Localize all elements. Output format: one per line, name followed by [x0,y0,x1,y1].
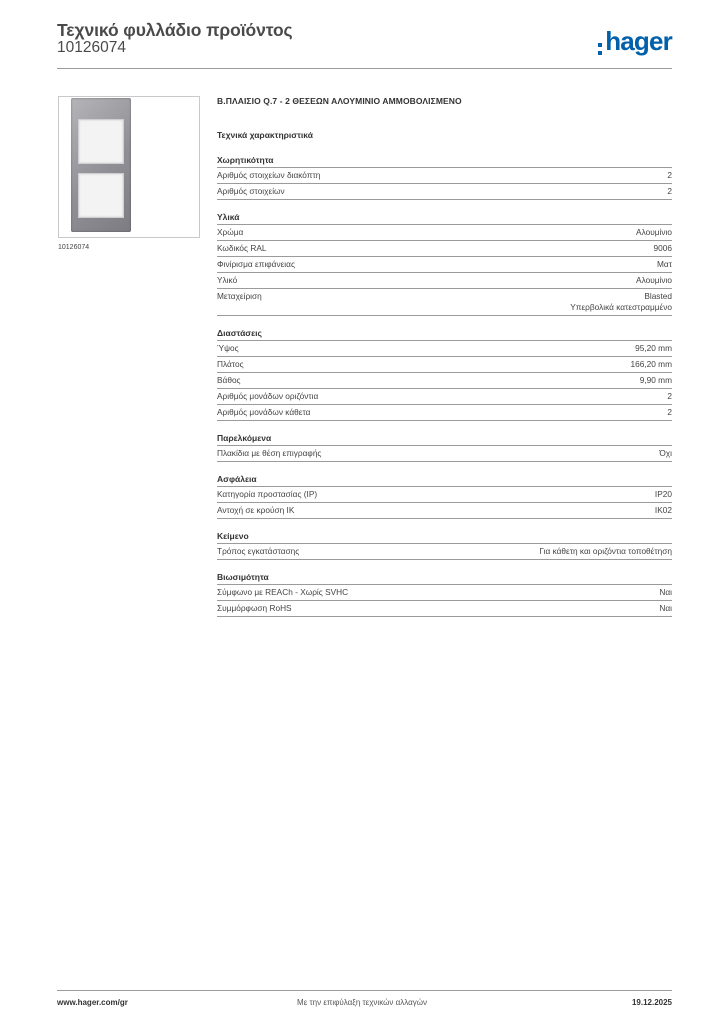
footer-website-link[interactable]: www.hager.com/gr [57,998,128,1007]
section-title: Κείμενο [217,531,672,544]
spec-value-line: Όχι [659,448,672,458]
spec-section [217,474,672,519]
section-title: Παρελκόμενα [217,433,672,446]
product-name: Β.ΠΛΑΙΣΙΟ Q.7 - 2 ΘΕΣΕΩΝ ΑΛΟΥΜΙΝΙΟ ΑΜΜΟΒΟΛΙΣΜΕΝΟ [217,96,462,106]
spec-label: Φινίρισμα επιφάνειας [217,259,295,269]
spec-row [217,257,672,273]
spec-row [217,503,672,519]
spec-section [217,155,672,200]
spec-value-line: Αλουμίνιο [636,227,672,237]
spec-row [217,273,672,289]
spec-label: Αντοχή σε κρούση IK [217,505,295,515]
spec-value-line: Ναι [659,587,672,597]
spec-value-line: IP20 [654,489,672,499]
spec-value-line: Για κάθετη και οριζόντια τοποθέτηση [539,546,672,556]
spec-label: Αριθμός μονάδων οριζόντια [217,391,319,401]
footer-divider [57,990,672,991]
spec-value [667,407,672,418]
spec-row [217,373,672,389]
spec-section [217,212,672,316]
spec-value-line: Υπερβολικά κατεστραμμένο [570,302,672,312]
spec-label: Αριθμός στοιχείων [217,186,285,196]
spec-value-line: Ματ [657,259,672,269]
spec-value [636,275,672,286]
footer-notice: Με την επιφύλαξη τεχνικών αλλαγών [297,998,427,1007]
spec-label: Μεταχείριση [217,291,262,301]
spec-value [655,505,672,516]
spec-label: Πλάτος [217,359,244,369]
footer-date: 19.12.2025 [631,998,672,1007]
spec-row [217,184,672,200]
spec-section [217,433,672,462]
spec-value-line: Αλουμίνιο [636,275,672,285]
spec-section [217,328,672,421]
spec-value [654,243,672,254]
spec-row [217,487,672,503]
spec-row [217,168,672,184]
spec-value-line: 9,90 mm [639,375,672,385]
spec-value [635,343,672,354]
spec-row [217,289,672,316]
section-title: Βιωσιμότητα [217,572,672,585]
spec-sections [217,155,672,617]
spec-row [217,357,672,373]
spec-value [659,587,672,598]
image-caption: 10126074 [58,244,90,251]
section-title: Χωρητικότητα [217,155,672,168]
spec-row [217,544,672,560]
section-title: Υλικά [217,212,672,225]
spec-value-line: 2 [667,186,672,196]
spec-section [217,572,672,617]
logo-text: hager [605,26,672,56]
spec-value [659,448,672,459]
section-title: Ασφάλεια [217,474,672,487]
spec-value-line: 2 [667,407,672,417]
spec-label: Κατηγορία προστασίας (IP) [217,489,318,499]
spec-label: Αριθμός στοιχείων διακόπτη [217,170,321,180]
spec-value-line: 2 [667,391,672,401]
spec-row [217,241,672,257]
spec-value-line: Ναι [659,603,672,613]
tech-specs-heading: Τεχνικά χαρακτηριστικά [217,130,313,140]
product-code: 10126074 [57,39,126,56]
spec-value [667,170,672,181]
spec-label: Συμμόρφωση RoHS [217,603,292,613]
spec-label: Πλακίδια με θέση επιγραφής [217,448,322,458]
logo-colon-icon [598,43,604,55]
spec-value [630,359,672,370]
spec-value [659,603,672,614]
document-title: Τεχνικό φυλλάδιο προϊόντος [57,20,293,40]
spec-row [217,389,672,405]
spec-label: Κωδικός RAL [217,243,267,253]
spec-label: Υλικό [217,275,238,285]
spec-label: Βάθος [217,375,241,385]
spec-label: Ύψος [217,343,239,353]
spec-value [640,375,672,386]
spec-value [667,391,672,402]
spec-value [570,291,672,313]
spec-value-line: 166,20 mm [630,359,672,369]
spec-value-line: Blasted [644,291,672,301]
spec-value [539,546,672,557]
spec-label: Χρώμα [217,227,244,237]
spec-row [217,601,672,617]
spec-section [217,531,672,560]
spec-value-line: 95,20 mm [635,343,672,353]
spec-label: Σύμφωνο με REACh - Χωρίς SVHC [217,587,349,597]
spec-row [217,225,672,241]
header-divider [57,68,672,69]
frame-plate-icon [71,98,131,232]
spec-value-line: 2 [667,170,672,180]
spec-value [667,186,672,197]
spec-value-line: IK02 [654,505,672,515]
frame-opening-bottom [78,173,124,218]
spec-content [217,96,672,629]
spec-row [217,405,672,421]
spec-row [217,446,672,462]
spec-value [636,227,672,238]
hager-logo[interactable] [598,28,672,55]
spec-label: Αριθμός μονάδων κάθετα [217,407,311,417]
spec-value-line: 9006 [653,243,672,253]
spec-row [217,585,672,601]
spec-value [655,489,672,500]
spec-value [657,259,672,270]
frame-opening-top [78,119,124,164]
spec-label: Τρόπος εγκατάστασης [217,546,300,556]
section-title: Διαστάσεις [217,328,672,341]
product-image [58,96,200,238]
spec-row [217,341,672,357]
